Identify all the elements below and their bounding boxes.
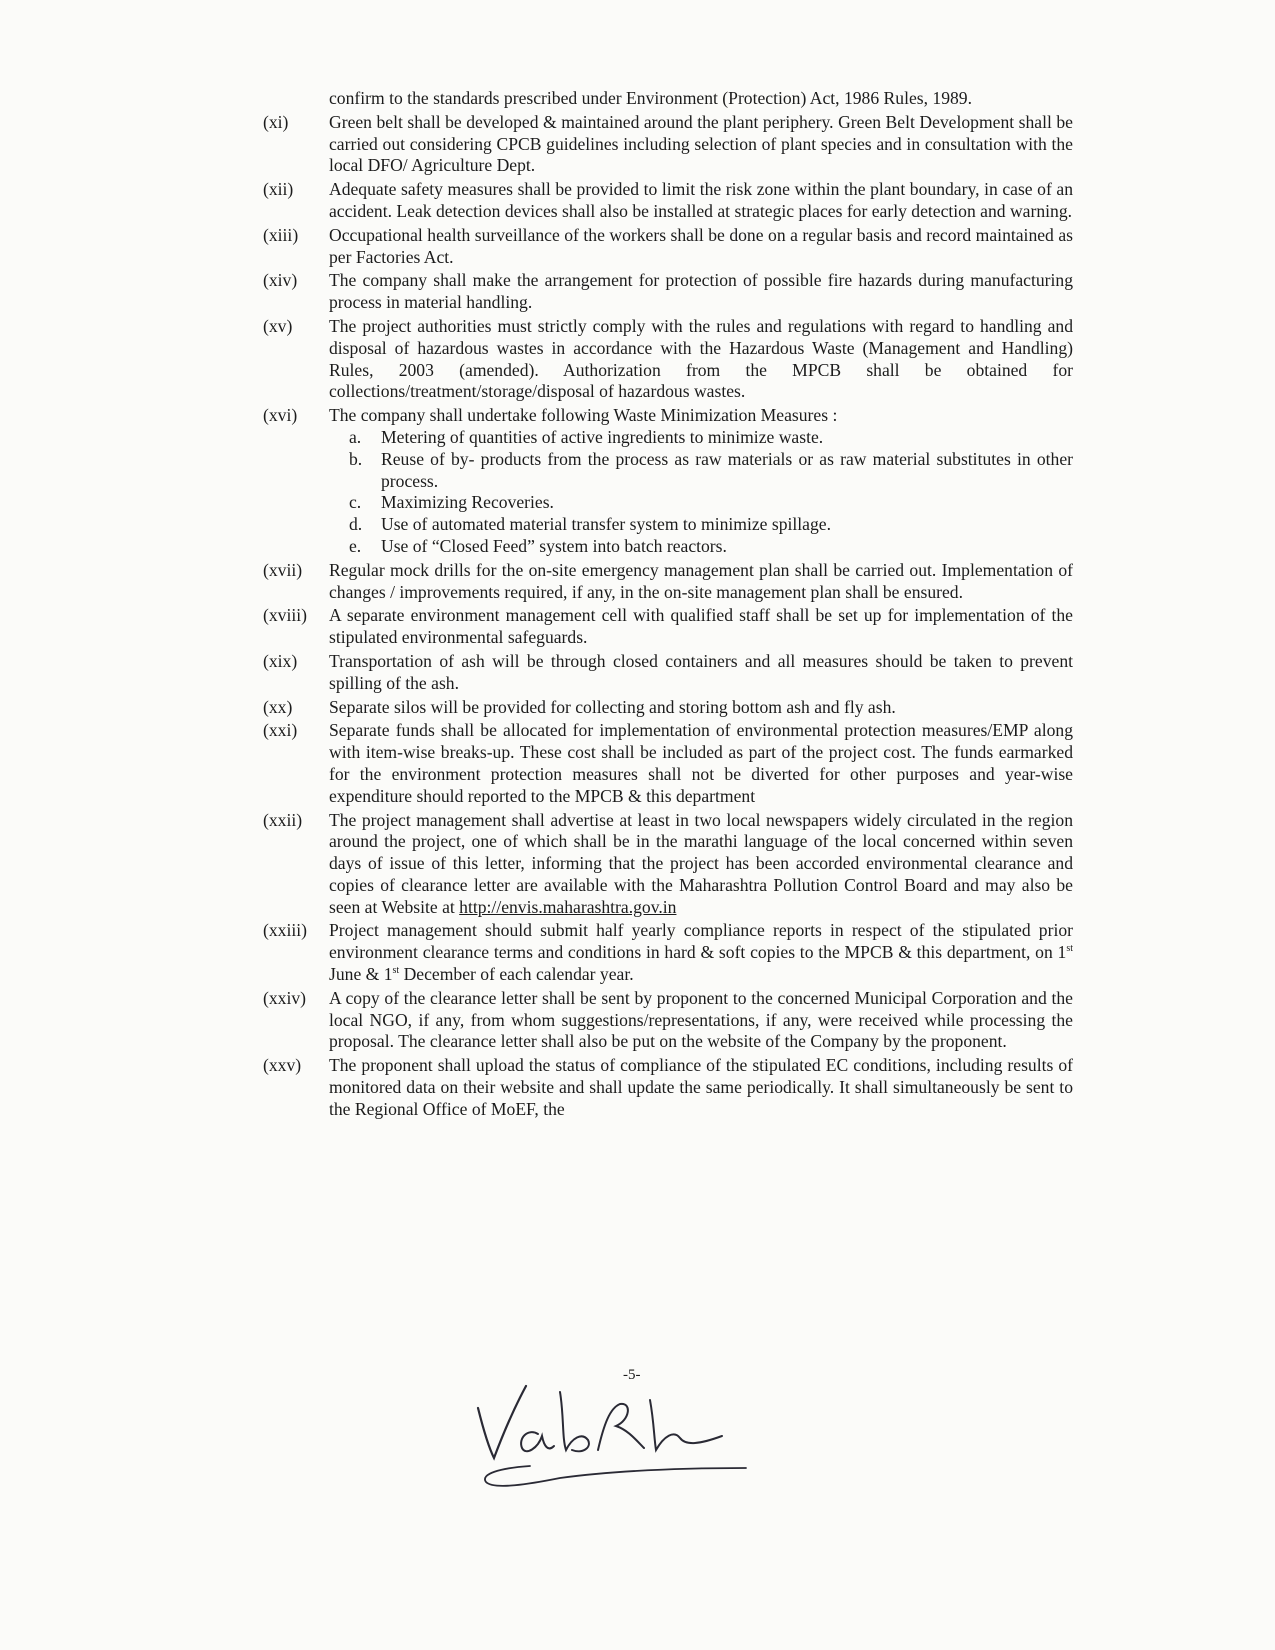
condition-number: (xvii) [263,559,303,580]
condition-text: Green belt shall be developed & maintained around the plant periphery. Green Belt Development shall be carried out considering CPCB guidelines including selection of plant species and in consultation with the local DFO/ Agriculture Dept. [329,111,1073,176]
condition-text: Transportation of ash will be through closed containers and all measures should be taken to prevent spilling of the ash. [329,650,1073,693]
condition-number: (xx) [263,696,293,717]
condition-text: Separate funds shall be allocated for implementation of environmental protection measures/EMP along with item-wise breaks-up. These cost shall be included as part of the project cost. The funds earmarked for the environment protection measures shall not be diverted for other purposes and year-wise expenditure should reported to the MPCB & this department [329,720,1073,806]
condition-item [263,225,1073,269]
sub-item-text: Metering of quantities of active ingredients to minimize waste. [381,426,824,447]
sub-item-text: Maximizing Recoveries. [381,492,554,513]
condition-text: Project management should submit half yearly compliance reports in respect of the stipulated prior environment clearance terms and conditions in hard & soft copies to the MPCB & this department, on 1 [329,920,1073,963]
condition-number: (xxiii) [263,920,307,941]
condition-item [263,1055,1073,1120]
condition-body [329,920,1073,985]
condition-number: (xxi) [263,720,298,741]
condition-number: (xii) [263,179,294,200]
condition-number: (xxv) [263,1055,302,1076]
sub-item [349,449,1073,493]
ordinal-suffix: st [1066,943,1073,955]
condition-number: (xviii) [263,605,307,626]
condition-item [263,605,1073,649]
sub-item-letter: c. [349,492,362,513]
condition-text: Adequate safety measures shall be provided to limit the risk zone within the plant boundary, in case of an accident. Leak detection devices shall also be installed at strategic places for early detection and warning. [329,179,1073,221]
lead-paragraph: confirm to the standards prescribed under Environment (Protection) Act, 1986 Rules, 1989. [329,88,973,108]
condition-text: Regular mock drills for the on-site emergency management plan shall be carried out. Implementation of changes / improvements required, if any, in the on-site management plan shall be ensured. [329,559,1073,602]
condition-number: (xiv) [263,270,298,291]
condition-number: (xxiv) [263,987,306,1008]
condition-text: A copy of the clearance letter shall be sent by proponent to the concerned Municipal Corporation and the local NGO, if any, from whom suggestions/representations, if any, were received while processing the proposal. The clearance letter shall also be put on the website of the Company by the proponent. [329,987,1073,1052]
signature-image [460,1372,780,1492]
condition-text: Separate silos will be provided for collecting and storing bottom ash and fly ash. [329,696,896,717]
website-link[interactable]: http://envis.maharashtra.gov.in [459,896,677,917]
condition-text: The company shall make the arrangement for protection of possible fire hazards during manufacturing process in material handling. [329,270,1073,313]
condition-number: (xxii) [263,809,303,830]
sub-item-text: Use of automated material transfer system to minimize spillage. [381,514,831,535]
condition-text: The project management shall advertise at least in two local newspapers widely circulated in the region around the project, one of which shall be in the marathi language of the local concerned within seven days of issue of this letter, informing that the project has been accorded environmental clearance and copies of clearance letter are available with the Maharashtra Pollution Control Board and may also be seen at Website at [329,809,1073,917]
condition-item [263,697,1073,719]
sub-item-letter: b. [349,448,363,469]
sub-item [349,427,1073,449]
condition-text: The proponent shall upload the status of compliance of the stipulated EC conditions, including results of monitored data on their website and shall update the same periodically. It shall simultaneously be sent to the Regional Office of MoEF, the [329,1055,1073,1119]
waste-minimization-list [329,427,1073,558]
condition-number: (xix) [263,650,298,671]
condition-item [263,270,1073,314]
condition-text: The project authorities must strictly comply with the rules and regulations with regard to handling and disposal of hazardous wastes in accordance with the Hazardous Waste (Management and Handling) Rules, 2003 (amended). Authorization from the MPCB shall be obtained for collections/treatment/storage/disposal of hazardous wastes. [329,315,1073,402]
condition-text: The company shall undertake following Waste Minimization Measures : [329,405,838,426]
condition-number: (xiii) [263,224,299,245]
condition-item [263,651,1073,695]
condition-text: June & 1 [329,964,393,985]
ordinal-suffix: st [392,965,400,977]
sub-item-text: Reuse of by- products from the process as raw materials or as raw material substitutes in other process. [381,448,1073,491]
sub-item-letter: a. [349,426,362,447]
conditions-list [263,88,1073,1121]
sub-item-letter: e. [349,535,362,556]
condition-body [329,405,1073,558]
sub-item [349,492,1073,514]
sub-item [349,514,1073,536]
condition-item [263,112,1073,177]
sub-item-text: Use of “Closed Feed” system into batch reactors. [381,535,727,556]
condition-item [263,316,1073,403]
condition-item [263,720,1073,807]
condition-number: (xi) [263,111,289,132]
sub-item [349,536,1073,558]
condition-text: December of each calendar year. [399,964,634,985]
condition-text: Occupational health surveillance of the workers shall be done on a regular basis and record maintained as per Factories Act. [329,224,1073,267]
condition-item [263,988,1073,1053]
condition-body [329,810,1073,919]
page-number: -5- [623,1367,641,1383]
condition-text: A separate environment management cell with qualified staff shall be set up for implementation of the stipulated environmental safeguards. [329,605,1073,648]
condition-item [263,405,1073,558]
condition-number: (xvi) [263,405,298,426]
condition-number: (xv) [263,315,293,336]
condition-item [263,179,1073,223]
sub-item-letter: d. [349,514,363,535]
condition-item [263,920,1073,985]
condition-item [263,810,1073,919]
condition-item [263,560,1073,604]
